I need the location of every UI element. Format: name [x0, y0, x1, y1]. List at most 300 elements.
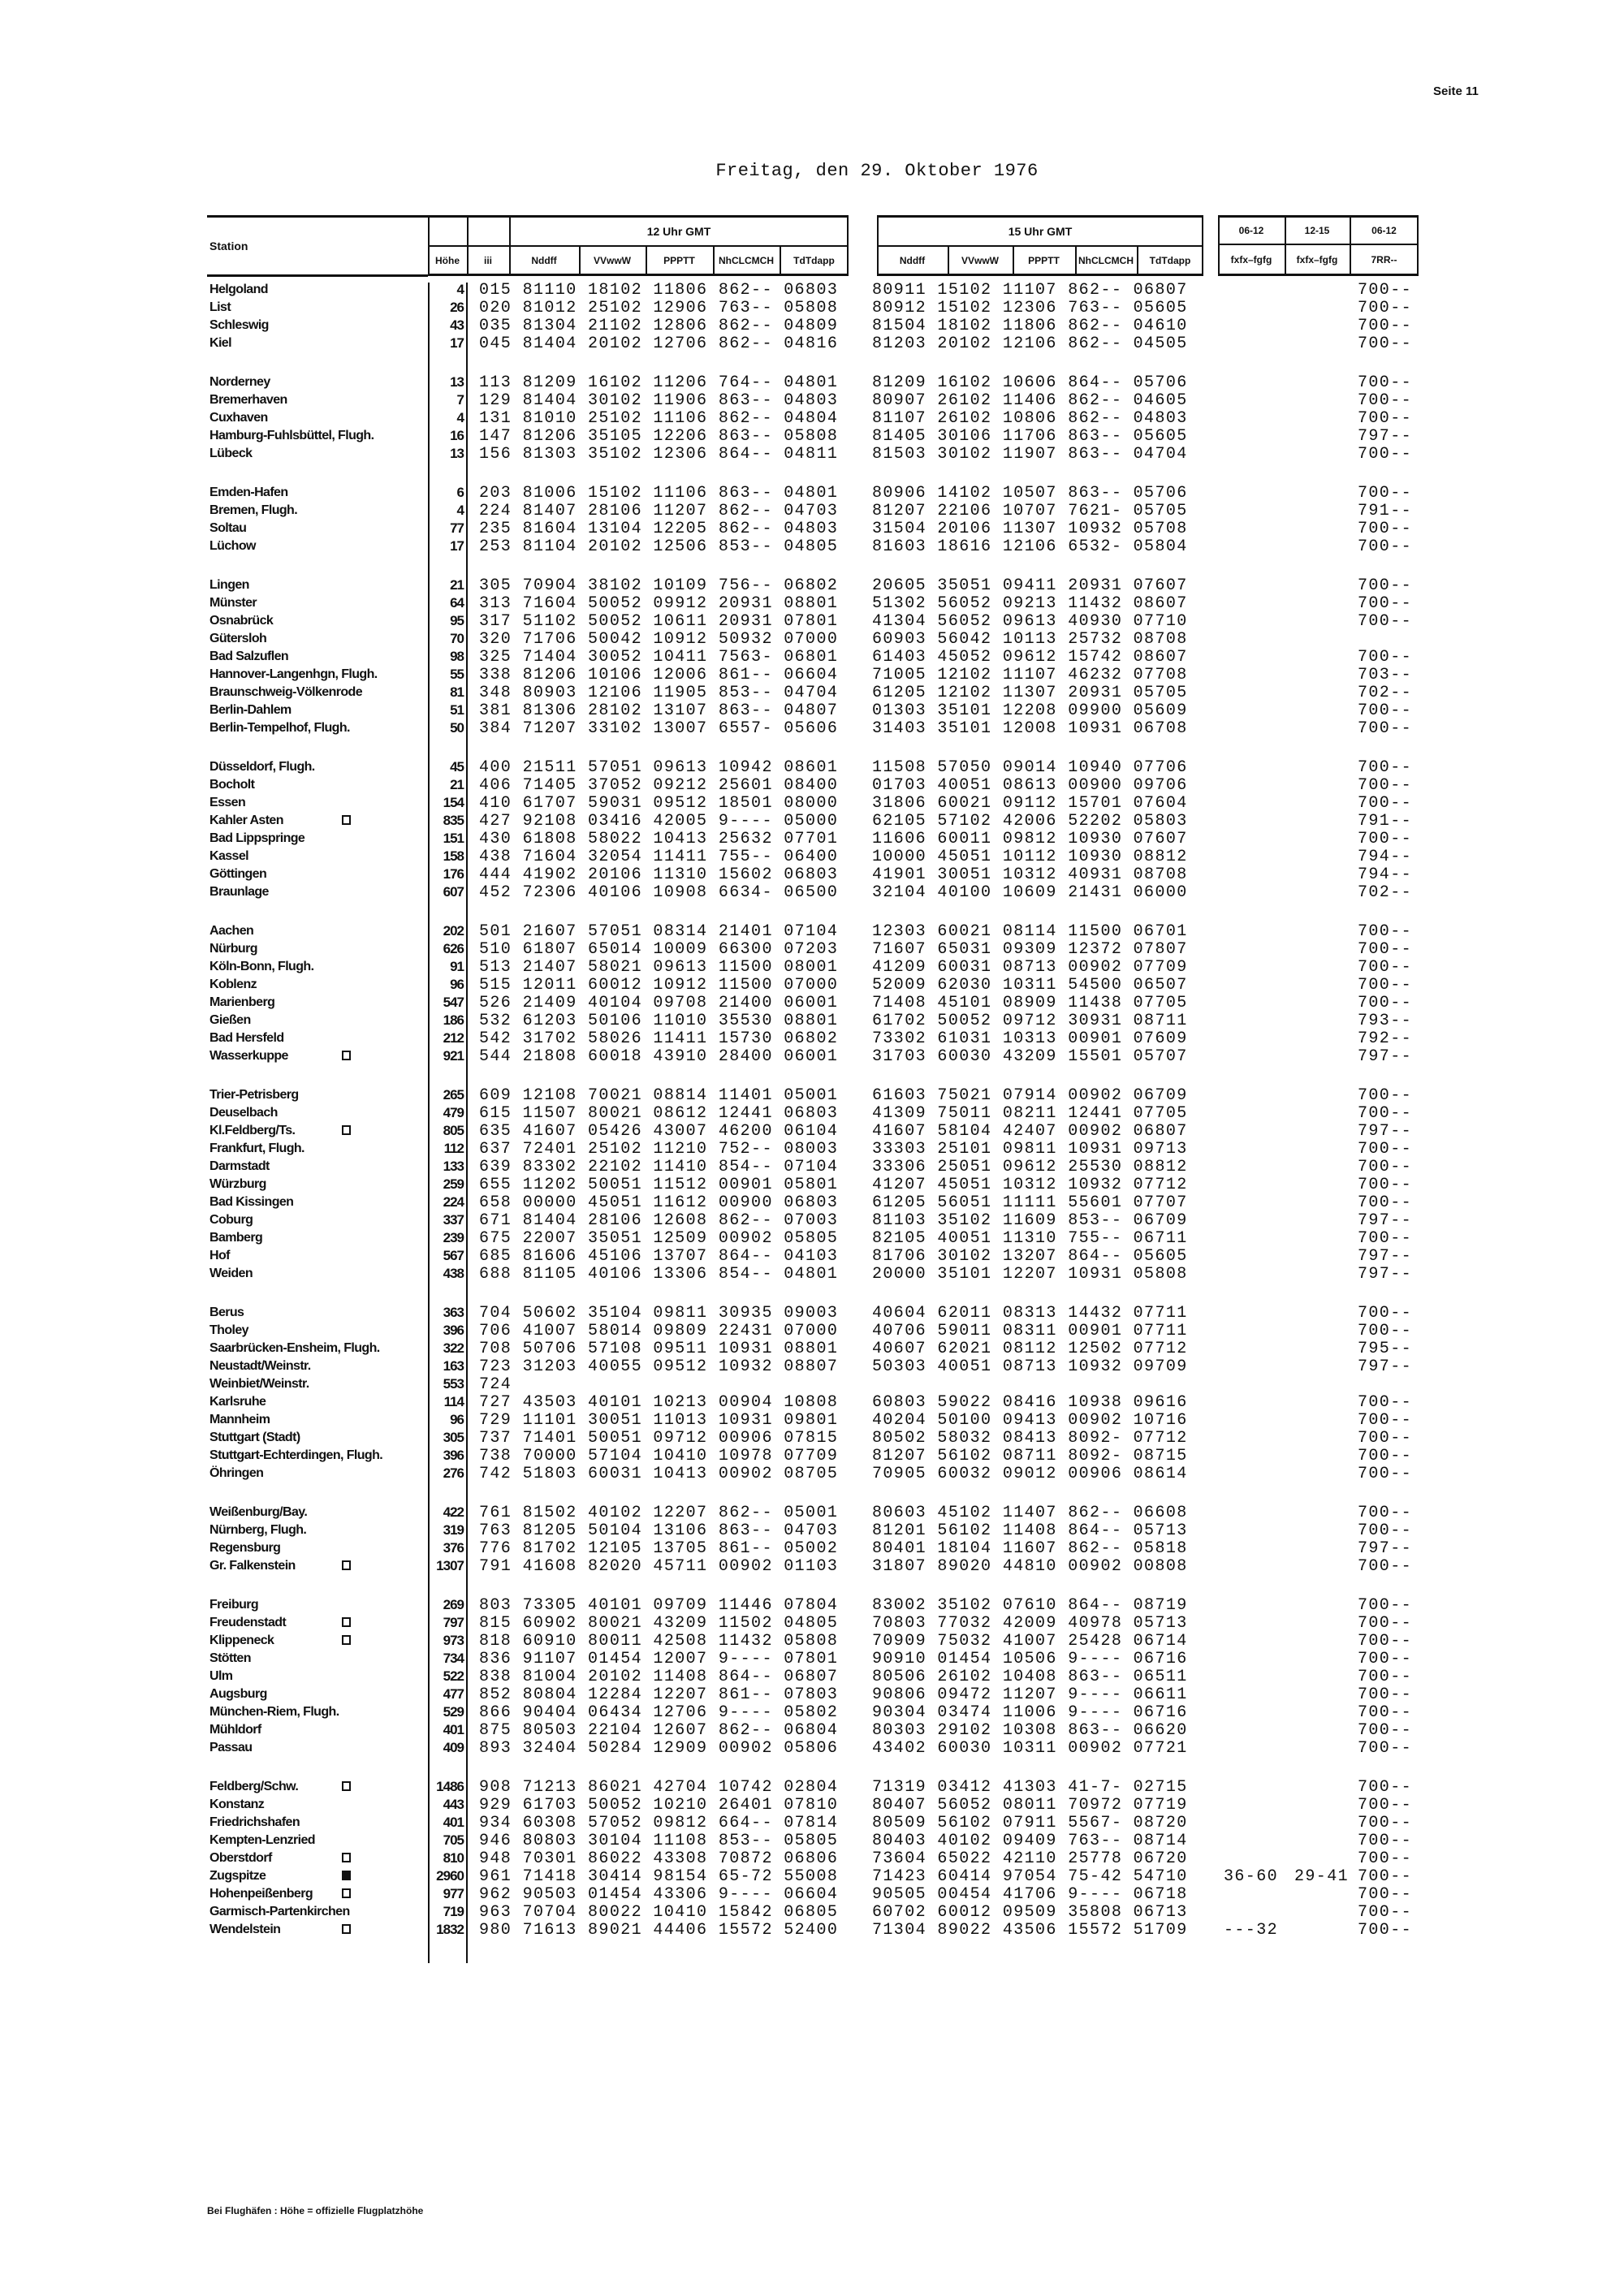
- obs-12-utc: 742 51803 60031 10413 00902 08705: [479, 1465, 839, 1483]
- table-row: [0, 1867, 1624, 1885]
- table-row: [0, 994, 1624, 1012]
- station-height: 805: [443, 1123, 464, 1138]
- table-row: [0, 719, 1624, 737]
- precip-7rr: 700--: [1358, 1849, 1413, 1868]
- obs-12-utc: 406 71405 37052 09212 25601 08400: [479, 776, 839, 795]
- obs-15-utc: 81107 26102 10806 862-- 04803: [872, 409, 1188, 428]
- precip-7rr: 700--: [1358, 940, 1413, 959]
- table-row: [0, 427, 1624, 445]
- precip-7rr: 700--: [1358, 1521, 1413, 1540]
- station-height: 396: [443, 1323, 464, 1338]
- table-row: [0, 865, 1624, 883]
- station-name: Hamburg-Fuhlsbüttel, Flugh.: [209, 429, 374, 442]
- precip-7rr: 797--: [1358, 1357, 1413, 1376]
- station-height: 276: [443, 1465, 464, 1481]
- obs-12-utc: 045 81404 20102 12706 862-- 04816: [479, 334, 839, 353]
- station-height: 401: [443, 1722, 464, 1737]
- header-extra-code-2: 7RR--: [1371, 254, 1397, 265]
- station-name: Bremerhaven: [209, 393, 287, 407]
- station-height: 95: [450, 613, 464, 628]
- station-height: 401: [443, 1815, 464, 1830]
- station-height: 81: [450, 684, 464, 700]
- precip-7rr: 700--: [1358, 1411, 1413, 1430]
- obs-15-utc: 40204 50100 09413 00902 10716: [872, 1411, 1188, 1430]
- precip-7rr: 794--: [1358, 848, 1413, 866]
- table-row: [0, 1465, 1624, 1482]
- obs-12-utc: 526 21409 40104 09708 21400 06001: [479, 994, 839, 1012]
- station-name: Bad Hersfeld: [209, 1031, 284, 1045]
- table-row: [0, 484, 1624, 502]
- obs-15-utc: 61403 45052 09612 15742 08607: [872, 648, 1188, 667]
- obs-15-utc: 60903 56042 10113 25732 08708: [872, 630, 1188, 649]
- obs-15-utc: 40706 59011 08311 00901 07711: [872, 1322, 1188, 1340]
- obs-12-utc: 688 81105 40106 13306 854-- 04801: [479, 1265, 839, 1284]
- station-name: Feldberg/Schw.: [209, 1780, 299, 1793]
- obs-15-utc: 60702 60012 09509 35808 06713: [872, 1903, 1188, 1922]
- obs-15-utc: 82105 40051 11310 755-- 06711: [872, 1229, 1188, 1248]
- obs-15-utc: 62105 57102 42006 52202 05803: [872, 812, 1188, 831]
- precip-7rr: 793--: [1358, 1012, 1413, 1030]
- rule: [1075, 245, 1077, 276]
- station-height: 810: [443, 1850, 464, 1866]
- station-name: Mühldorf: [209, 1723, 261, 1737]
- rule: [467, 215, 469, 276]
- table-row: [0, 281, 1624, 299]
- station-height: 443: [443, 1797, 464, 1812]
- precip-7rr: 700--: [1358, 1104, 1413, 1123]
- precip-7rr: 700--: [1358, 1393, 1413, 1412]
- header-12-uhr: 12 Uhr GMT: [646, 225, 711, 238]
- rule: [1285, 215, 1286, 276]
- obs-15-utc: 73302 61031 10313 00901 07609: [872, 1029, 1188, 1048]
- table-row: [0, 594, 1624, 612]
- table-row: [0, 1229, 1624, 1247]
- obs-12-utc: 320 71706 50042 10912 50932 07000: [479, 630, 839, 649]
- station-height: 64: [450, 595, 464, 611]
- station-height: 112: [443, 1141, 464, 1156]
- table-row: [0, 794, 1624, 812]
- obs-12-utc: 908 71213 86021 42704 10742 02804: [479, 1778, 839, 1797]
- precip-7rr: 700--: [1358, 1668, 1413, 1686]
- table-row: [0, 1557, 1624, 1575]
- table-row: [0, 1176, 1624, 1193]
- obs-12-utc: 818 60910 80011 42508 11432 05808: [479, 1632, 839, 1651]
- station-height: 438: [443, 1266, 464, 1281]
- obs-15-utc: 80506 26102 10408 863-- 06511: [872, 1668, 1188, 1686]
- obs-12-utc: 542 31702 58026 11411 15730 06802: [479, 1029, 839, 1048]
- station-name: Nürburg: [209, 942, 257, 956]
- station-height: 4: [456, 282, 464, 297]
- station-height: 17: [450, 335, 464, 351]
- station-height: 1307: [436, 1558, 464, 1573]
- station-height: 553: [443, 1376, 464, 1392]
- station-name: Koblenz: [209, 978, 257, 991]
- table-row: [0, 1685, 1624, 1703]
- obs-15-utc: 71408 45101 08909 11438 07705: [872, 994, 1188, 1012]
- station-height: 186: [443, 1012, 464, 1028]
- obs-15-utc: 80906 14102 10507 863-- 05706: [872, 484, 1188, 503]
- obs-15-utc: 80403 40102 09409 763-- 08714: [872, 1832, 1188, 1850]
- station-name: Weißenburg/Bay.: [209, 1505, 308, 1519]
- obs-15-utc: 81207 22106 10707 7621- 05705: [872, 502, 1188, 520]
- station-name: Norderney: [209, 375, 270, 389]
- station-name: Braunlage: [209, 885, 269, 899]
- station-name: Freiburg: [209, 1598, 259, 1612]
- obs-12-utc: 852 80804 12284 12207 861-- 07803: [479, 1685, 839, 1704]
- station-height: 269: [443, 1597, 464, 1612]
- precip-7rr: 795--: [1358, 1340, 1413, 1358]
- precip-7rr: 700--: [1358, 994, 1413, 1012]
- obs-12-utc: 737 71401 50051 09712 00906 07815: [479, 1429, 839, 1448]
- table-row: [0, 1340, 1624, 1357]
- header-col-12-3: NhCLCMCH: [719, 255, 774, 266]
- obs-12-utc: 963 70704 80022 10410 15842 06805: [479, 1903, 839, 1922]
- obs-15-utc: 80401 18104 11607 862-- 05818: [872, 1539, 1188, 1558]
- obs-15-utc: 81603 18616 12106 6532- 05804: [872, 537, 1188, 556]
- station-height: 265: [443, 1087, 464, 1103]
- obs-12-utc: 934 60308 57052 09812 664-- 07814: [479, 1814, 839, 1832]
- precip-7rr: 700--: [1358, 537, 1413, 556]
- station-height: 114: [443, 1394, 464, 1409]
- station-height: 4: [456, 410, 464, 425]
- obs-12-utc: 776 81702 12105 13705 861-- 05002: [479, 1539, 839, 1558]
- station-height: 396: [443, 1448, 464, 1463]
- precip-7rr: 797--: [1358, 1122, 1413, 1141]
- table-row: [0, 1650, 1624, 1668]
- station-name: Weiden: [209, 1267, 253, 1280]
- station-name: Gießen: [209, 1013, 251, 1027]
- open-square-icon: [342, 1560, 351, 1570]
- rule: [1350, 215, 1351, 276]
- station-name: Regensburg: [209, 1541, 281, 1555]
- obs-12-utc: 510 61807 65014 10009 66300 07203: [479, 940, 839, 959]
- precip-7rr: 797--: [1358, 1247, 1413, 1266]
- precip-7rr: 700--: [1358, 594, 1413, 613]
- station-name: Gütersloh: [209, 632, 267, 645]
- table-row: [0, 1778, 1624, 1796]
- precip-7rr: 700--: [1358, 1447, 1413, 1465]
- precip-7rr: 797--: [1358, 1265, 1413, 1284]
- station-name: München-Riem, Flugh.: [209, 1705, 339, 1719]
- station-name: Klippeneck: [209, 1634, 274, 1647]
- station-name: Trier-Petrisberg: [209, 1088, 299, 1102]
- table-row: [0, 848, 1624, 865]
- obs-15-utc: 81503 30102 11907 863-- 04704: [872, 445, 1188, 464]
- station-name: Bad Lippspringe: [209, 831, 305, 845]
- obs-12-utc: 729 11101 30051 11013 10931 09801: [479, 1411, 839, 1430]
- open-square-icon: [342, 1888, 351, 1898]
- station-height: 322: [443, 1340, 464, 1356]
- header-station: Station: [209, 239, 248, 252]
- station-name: Essen: [209, 796, 246, 809]
- table-row: [0, 1211, 1624, 1229]
- table-row: [0, 1921, 1624, 1939]
- precip-7rr: 700--: [1358, 794, 1413, 813]
- obs-12-utc: 948 70301 86022 43308 70872 06806: [479, 1849, 839, 1868]
- header-extra-period-2: 06-12: [1371, 225, 1397, 236]
- obs-12-utc: 791 41608 82020 45711 00902 01103: [479, 1557, 839, 1576]
- station-height: 479: [443, 1105, 464, 1120]
- station-height: 91: [450, 959, 464, 974]
- header-col-12-4: TdTdapp: [793, 255, 835, 266]
- precip-7rr: 700--: [1358, 776, 1413, 795]
- header-col-15-0: Nddff: [899, 255, 926, 266]
- station-height: 4: [456, 503, 464, 518]
- precip-7rr: 700--: [1358, 1814, 1413, 1832]
- obs-15-utc: 31807 89020 44810 00902 00808: [872, 1557, 1188, 1576]
- station-name: Bremen, Flugh.: [209, 503, 298, 517]
- station-name: Saarbrücken-Ensheim, Flugh.: [209, 1341, 380, 1355]
- rule: [579, 245, 581, 276]
- station-height: 45: [450, 759, 464, 775]
- table-row: [0, 445, 1624, 463]
- obs-12-utc: 253 81104 20102 12506 853-- 04805: [479, 537, 839, 556]
- header-col-12-0: Nddff: [531, 255, 557, 266]
- table-row: [0, 1885, 1624, 1903]
- station-name: Öhringen: [209, 1466, 264, 1480]
- station-height: 477: [443, 1686, 464, 1702]
- obs-12-utc: 704 50602 35104 09811 30935 09003: [479, 1304, 839, 1323]
- station-name: Wendelstein: [209, 1923, 281, 1936]
- precip-7rr: 700--: [1358, 445, 1413, 464]
- station-name: Frankfurt, Flugh.: [209, 1142, 304, 1155]
- obs-12-utc: 325 71404 30052 10411 7563- 06801: [479, 648, 839, 667]
- table-row: [0, 502, 1624, 520]
- open-square-icon: [342, 1125, 351, 1135]
- precip-7rr: 700--: [1358, 830, 1413, 848]
- table-row: [0, 958, 1624, 976]
- obs-15-utc: 31806 60021 09112 15701 07604: [872, 794, 1188, 813]
- rule: [1137, 245, 1138, 276]
- obs-15-utc: 90806 09472 11207 9---- 06611: [872, 1685, 1188, 1704]
- precip-7rr: 703--: [1358, 666, 1413, 684]
- precip-7rr: 700--: [1358, 701, 1413, 720]
- station-name: Berus: [209, 1306, 244, 1319]
- obs-12-utc: 020 81012 25102 12906 763-- 05808: [479, 299, 839, 317]
- obs-15-utc: 83002 35102 07610 864-- 08719: [872, 1596, 1188, 1615]
- table-row: [0, 684, 1624, 701]
- table-row: [0, 1632, 1624, 1650]
- table-row: [0, 1012, 1624, 1029]
- precip-7rr: 700--: [1358, 1903, 1413, 1922]
- obs-12-utc: 838 81004 20102 11408 864-- 06807: [479, 1668, 839, 1686]
- station-name: Braunschweig-Völkenrode: [209, 685, 363, 699]
- station-height: 376: [443, 1540, 464, 1556]
- precip-7rr: 702--: [1358, 883, 1413, 902]
- obs-12-utc: 384 71207 33102 13007 6557- 05606: [479, 719, 839, 738]
- obs-15-utc: 81201 56102 11408 864-- 05713: [872, 1521, 1188, 1540]
- precip-7rr: 700--: [1358, 576, 1413, 595]
- station-height: 626: [443, 941, 464, 956]
- precip-7rr: 791--: [1358, 502, 1413, 520]
- obs-15-utc: 33303 25101 09811 10931 09713: [872, 1140, 1188, 1159]
- obs-15-utc: 61603 75021 07914 00902 06709: [872, 1086, 1188, 1105]
- table-row: [0, 812, 1624, 830]
- precip-7rr: 797--: [1358, 1539, 1413, 1558]
- table-row: [0, 1521, 1624, 1539]
- table-row: [0, 1721, 1624, 1739]
- station-height: 96: [450, 1412, 464, 1427]
- station-name: Karlsruhe: [209, 1395, 266, 1409]
- obs-15-utc: 90505 00454 41706 9---- 06718: [872, 1885, 1188, 1904]
- obs-12-utc: 348 80903 12106 11905 853-- 04704: [479, 684, 839, 702]
- table-row: [0, 922, 1624, 940]
- table-row: [0, 1086, 1624, 1104]
- station-height: 98: [450, 649, 464, 664]
- station-height: 50: [450, 720, 464, 736]
- gust-12-15: 29-41: [1294, 1867, 1350, 1886]
- table-row: [0, 1614, 1624, 1632]
- obs-12-utc: 980 71613 89021 44406 15572 52400: [479, 1921, 839, 1940]
- station-name: Garmisch-Partenkirchen: [209, 1905, 350, 1918]
- obs-15-utc: 70909 75032 41007 25428 06714: [872, 1632, 1188, 1651]
- obs-12-utc: 305 70904 38102 10109 756-- 06802: [479, 576, 839, 595]
- station-name: Stuttgart-Echterdingen, Flugh.: [209, 1448, 383, 1462]
- precip-7rr: 700--: [1358, 958, 1413, 977]
- precip-7rr: 700--: [1358, 1832, 1413, 1850]
- table-row: [0, 1849, 1624, 1867]
- table-row: [0, 409, 1624, 427]
- obs-15-utc: 80907 26102 11406 862-- 04605: [872, 391, 1188, 410]
- obs-15-utc: 80603 45102 11407 862-- 06608: [872, 1504, 1188, 1522]
- obs-15-utc: 12303 60021 08114 11500 06701: [872, 922, 1188, 941]
- obs-15-utc: 01703 40051 08613 00900 09706: [872, 776, 1188, 795]
- table-row: [0, 1832, 1624, 1849]
- obs-12-utc: 724: [479, 1375, 512, 1394]
- table-row: [0, 1703, 1624, 1721]
- obs-12-utc: 513 21407 58021 09613 11500 08001: [479, 958, 839, 977]
- header-extra-period-0: 06-12: [1238, 225, 1264, 236]
- obs-12-utc: 946 80803 30104 11108 853-- 05805: [479, 1832, 839, 1850]
- open-square-icon: [342, 815, 351, 825]
- obs-12-utc: 815 60902 80021 43209 11502 04805: [479, 1614, 839, 1633]
- station-height: 17: [450, 538, 464, 554]
- precip-7rr: 700--: [1358, 1229, 1413, 1248]
- station-height: 26: [450, 300, 464, 315]
- precip-7rr: 700--: [1358, 373, 1413, 392]
- station-height: 422: [443, 1504, 464, 1520]
- table-row: [0, 1504, 1624, 1521]
- header-col-15-3: NhCLCMCH: [1078, 255, 1134, 266]
- table-row: [0, 391, 1624, 409]
- obs-12-utc: 685 81606 45106 13707 864-- 04103: [479, 1247, 839, 1266]
- station-height: 212: [443, 1030, 464, 1046]
- obs-12-utc: 224 81407 28106 11207 862-- 04703: [479, 502, 839, 520]
- obs-15-utc: 40607 62021 08112 12502 07712: [872, 1340, 1188, 1358]
- obs-12-utc: 893 32404 50284 12909 00902 05806: [479, 1739, 839, 1758]
- station-name: Weinbiet/Weinstr.: [209, 1377, 309, 1391]
- precip-7rr: 700--: [1358, 1086, 1413, 1105]
- obs-15-utc: 80509 56102 07911 5567- 08720: [872, 1814, 1188, 1832]
- obs-15-utc: 51302 56052 09213 11432 08607: [872, 594, 1188, 613]
- obs-12-utc: 738 70000 57104 10410 10978 07709: [479, 1447, 839, 1465]
- obs-15-utc: 73604 65022 42110 25778 06720: [872, 1849, 1188, 1868]
- station-height: 259: [443, 1176, 464, 1192]
- rule: [713, 245, 715, 276]
- precip-7rr: 700--: [1358, 391, 1413, 410]
- station-height: 522: [443, 1668, 464, 1684]
- station-name: Hohenpeißenberg: [209, 1887, 313, 1901]
- station-name: Osnabrück: [209, 614, 274, 628]
- obs-12-utc: 129 81404 30102 11906 863-- 04803: [479, 391, 839, 410]
- station-name: Nürnberg, Flugh.: [209, 1523, 307, 1537]
- precip-7rr: 700--: [1358, 520, 1413, 538]
- table-row: [0, 1539, 1624, 1557]
- obs-12-utc: 727 43503 40101 10213 00904 10808: [479, 1393, 839, 1412]
- filled-square-icon: [342, 1871, 351, 1880]
- table-row: [0, 1104, 1624, 1122]
- station-name: Soltau: [209, 521, 247, 535]
- table-row: [0, 1304, 1624, 1322]
- obs-12-utc: 203 81006 15102 11106 863-- 04801: [479, 484, 839, 503]
- precip-7rr: 700--: [1358, 1778, 1413, 1797]
- station-height: 176: [443, 866, 464, 882]
- station-height: 797: [443, 1615, 464, 1630]
- station-height: 13: [450, 374, 464, 390]
- obs-15-utc: 41607 58104 42407 00902 06807: [872, 1122, 1188, 1141]
- station-name: Berlin-Dahlem: [209, 703, 292, 717]
- station-name: Göttingen: [209, 867, 267, 881]
- station-height: 96: [450, 977, 464, 992]
- obs-12-utc: 609 12108 70021 08814 11401 05001: [479, 1086, 839, 1105]
- station-height: 705: [443, 1832, 464, 1848]
- obs-12-utc: 875 80503 22104 12607 862-- 06804: [479, 1721, 839, 1740]
- open-square-icon: [342, 1924, 351, 1934]
- station-name: Lüchow: [209, 539, 256, 553]
- table-row: [0, 317, 1624, 334]
- table-row: [0, 299, 1624, 317]
- open-square-icon: [342, 1617, 351, 1627]
- obs-15-utc: 01303 35101 12208 09900 05609: [872, 701, 1188, 720]
- table-row: [0, 1814, 1624, 1832]
- obs-15-utc: 80407 56052 08011 70972 07719: [872, 1796, 1188, 1815]
- rule: [646, 245, 647, 276]
- obs-12-utc: 962 90503 01454 43306 9---- 06604: [479, 1885, 839, 1904]
- obs-12-utc: 637 72401 25102 11210 752-- 08003: [479, 1140, 839, 1159]
- obs-12-utc: 452 72306 40106 10908 6634- 06500: [479, 883, 839, 902]
- obs-12-utc: 532 61203 50106 11010 35530 08801: [479, 1012, 839, 1030]
- precip-7rr: 792--: [1358, 1029, 1413, 1048]
- station-height: 6: [456, 485, 464, 500]
- precip-7rr: 700--: [1358, 1596, 1413, 1615]
- table-row: [0, 1357, 1624, 1375]
- precip-7rr: 700--: [1358, 1304, 1413, 1323]
- obs-15-utc: 81706 30102 13207 864-- 05605: [872, 1247, 1188, 1266]
- precip-7rr: 700--: [1358, 1867, 1413, 1886]
- obs-15-utc: 41304 56052 09613 40930 07710: [872, 612, 1188, 631]
- station-height: 55: [450, 667, 464, 682]
- obs-15-utc: 80502 58032 08413 8092- 07712: [872, 1429, 1188, 1448]
- station-name: Kiel: [209, 336, 231, 350]
- precip-7rr: 700--: [1358, 317, 1413, 335]
- obs-12-utc: 639 83302 22102 11410 854-- 07104: [479, 1158, 839, 1176]
- header-col-12-1: VVwwW: [593, 255, 631, 266]
- obs-15-utc: 71005 12102 11107 46232 07708: [872, 666, 1188, 684]
- station-height: 77: [450, 520, 464, 536]
- obs-12-utc: 658 00000 45051 11612 00900 06803: [479, 1193, 839, 1212]
- header-col-15-2: PPPTT: [1028, 255, 1060, 266]
- station-name: Lingen: [209, 578, 249, 592]
- precip-7rr: 700--: [1358, 758, 1413, 777]
- precip-7rr: 700--: [1358, 1322, 1413, 1340]
- obs-12-utc: 430 61808 58022 10413 25632 07701: [479, 830, 839, 848]
- obs-15-utc: 70905 60032 09012 00906 08614: [872, 1465, 1188, 1483]
- table-row: [0, 576, 1624, 594]
- precip-7rr: 797--: [1358, 427, 1413, 446]
- precip-7rr: 700--: [1358, 1158, 1413, 1176]
- table-row: [0, 334, 1624, 352]
- table-row: [0, 1265, 1624, 1283]
